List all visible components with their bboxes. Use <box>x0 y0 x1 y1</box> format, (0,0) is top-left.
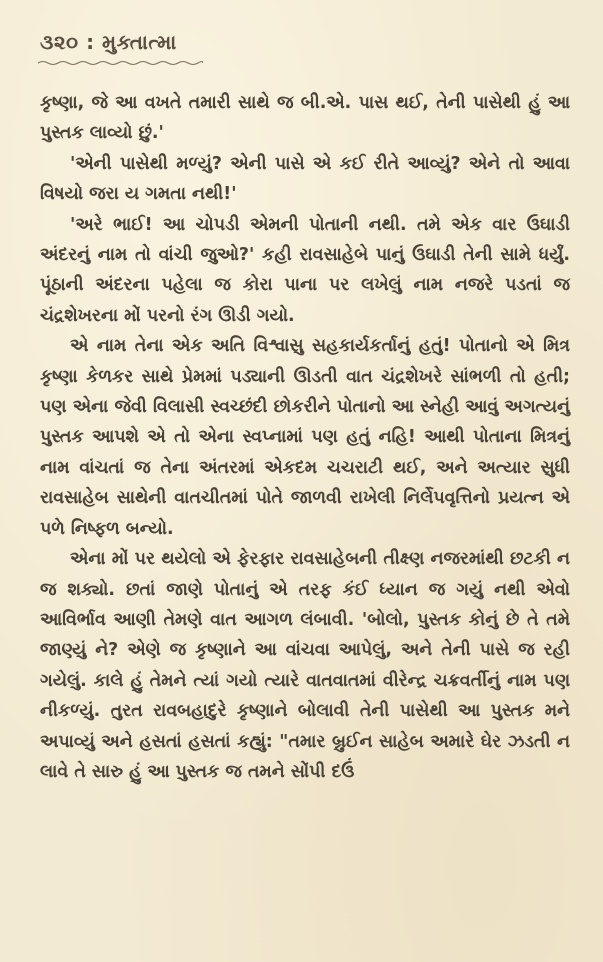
header-ornament-rule <box>38 60 203 66</box>
running-title: મુક્તાત્મા <box>102 30 177 54</box>
paragraph-5: એના મોં પર થયેલો એ ફેરફાર રાવસાહેબની તીક્ષ્ણ નજરમાંથી છટકી ન જ શક્યો. છતાં જાણે પોતાનું એ તરફ કંઈ ધ્યાન જ ગયું નથી એવો આવિર્ભાવ આણી તેમણે વાત આગળ લંબાવી. 'બોલો, પુસ્તક કોનું છે તે તમે જાણ્યું ને? એણે જ કૃષ્ણાને આ વાંચવા આપેલું, અને તેની પાસે જ રહી ગયેલું. કાલે હું તેમને ત્યાં ગયો ત્યારે વાતવાતમાં વીરેન્દ્ર ચક્રવર્તીનું નામ પણ નીકળ્યું. તુરત રાવબહાદુરે કૃષ્ણાને બોલાવી તેની પાસેથી આ પુસ્તક મને અપાવ્યું અને હસતાં હસતાં કહ્યું: "તમાર બ્રુઈન સાહેબ અમારે ઘેર ઝડતી ન લાવે તે સારુ હું આ પુસ્તક જ તમને સોંપી દઉં <box>40 549 570 782</box>
paragraph-4: એ નામ તેના એક અતિ વિશ્વાસુ સહકાર્યકર્તાનું હતું! પોતાનો એ મિત્ર કૃષ્ણા કેળકર સાથે પ્રેમમાં પડ્યાની ઊડતી વાત ચંદ્રશેખરે સાંભળી તો હતી; પણ એના જેવી વિલાસી સ્વચ્છંદી છોકરીને પોતાનો આ સ્નેહી આવું અગત્યનું પુસ્તક આપશે એ તો એના સ્વપ્નામાં પણ હતું નહિ! આથી પોતાના મિત્રનું નામ વાંચતાં જ તેના અંતરમાં એકદમ ચચરાટી થઈ, અને અત્યાર સુધી રાવસાહેબ સાથેની વાતચીતમાં પોતે જાળવી રાખેલી નિર્લેપવૃત્તિનો પ્રયત્ન એ પળે નિષ્ફળ બન્યો. <box>40 336 570 539</box>
paragraph-2: 'એની પાસેથી મળ્યું? એની પાસે એ કઈ રીતે આવ્યું? એને તો આવા વિષયો જરા ય ગમતા નથી!' <box>40 153 570 205</box>
page-number: ૩૨૦ <box>40 30 79 54</box>
paragraph-3: 'અરે ભાઈ! આ ચોપડી એમની પોતાની નથી. તમે એક વાર ઉઘાડી અંદરનું નામ તો વાંચી જુઓ?' કહી રાવસાહેબે પાનું ઉઘાડી તેની સામે ધર્યું. પૂંઠાની અંદરના પહેલા જ કોરા પાના પર લખેલું નામ નજરે પડતાં જ ચંદ્રશેખરના મોં પરનો રંગ ઊડી ગયો. <box>40 214 570 326</box>
header-separator: : <box>86 30 95 54</box>
body-text <box>40 88 570 787</box>
paragraph-1: કૃષ્ણા, જે આ વખતે તમારી સાથે જ બી.એ. પાસ થઈ, તેની પાસેથી હું આ પુસ્તક લાવ્યો છું.' <box>40 93 570 144</box>
page-header <box>40 30 177 54</box>
